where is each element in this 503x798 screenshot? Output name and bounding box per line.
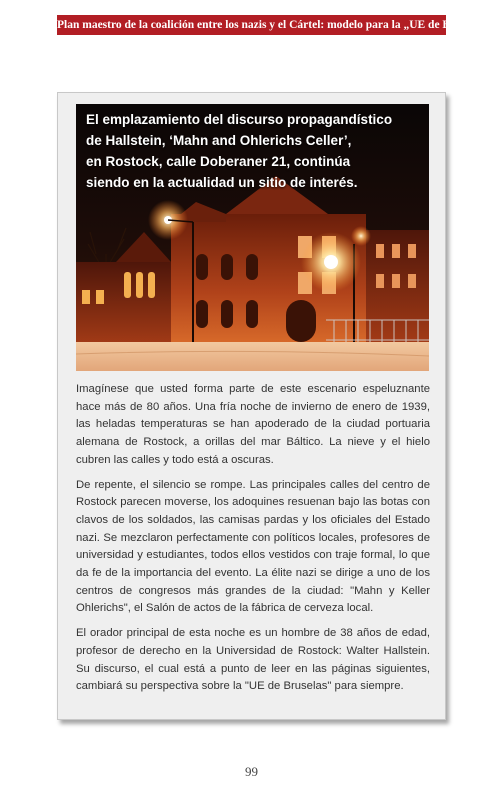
paragraph: De repente, el silencio se rompe. Las principales calles del centro de Rostock parecen moverse, los adoquines resuenan bajo las botas con clavos de los soldados, las camisas pardas y los oficiales del Estado nazi. Se mezclaron perfectamente con políticos locales, profesores de universidad y estudiantes, todos ellos vestidos con traje formal, lo que da fe de la importancia del evento. La élite nazi se dirige a uno de los centros de congresos más grandes de la ciudad: "Mahn y Keller Ohlerichs", el Salón de actos de la fábrica de cerveza local. <box>76 478 430 615</box>
paragraph: El orador principal de esta noche es un hombre de 38 años de edad, profesor de derecho en la Universidad de Rostock: Walter Hallstein. Su discurso, el cual está a punto de leer en las páginas siguientes, cambiará su perspectiva sobre la "UE de Bruselas" para siempre. <box>76 627 430 693</box>
photo-caption: El emplazamiento del discurso propagandístico de Hallstein, ‘Mahn and Ohlerichs Celler’, en Rostock, calle Doberaner 21, continúa siendo en la actualidad un sitio de interés. <box>86 112 393 190</box>
page-number: 99 <box>245 764 258 779</box>
running-header: Plan maestro de la coalición entre los nazis y el Cártel: modelo para la „UE de Bruselas“ <box>57 15 446 35</box>
body-text <box>76 381 430 703</box>
paragraph: Imagínese que usted forma parte de este escenario espeluznante hace más de 80 años. Una fría noche de invierno de enero de 1939, las heladas temperaturas se han apoderado de la ciudad portuaria alemana de Rostock, a orillas del mar Báltico. La nieve y el hielo cubren las calles y todo está a oscuras. <box>76 383 430 466</box>
